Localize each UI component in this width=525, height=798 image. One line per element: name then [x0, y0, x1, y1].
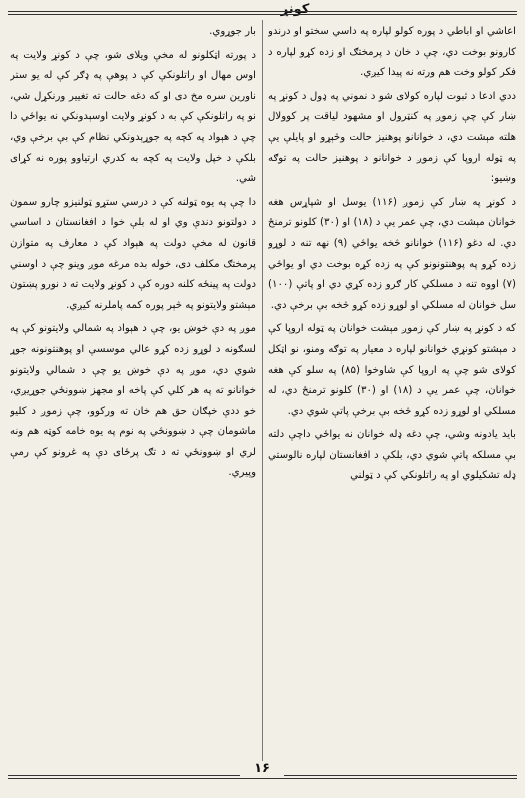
footer-rule-double: [8, 778, 517, 779]
right-column: [268, 22, 516, 762]
header-rule-double: [8, 14, 517, 15]
right-paragraph-2: ددي ادعا د ثبوت لپاره کولای شو د نموني په ډول د کونړ په ښار کې چې زموږ په کنټرول او مشهود لیاقت پر کوولال هلته مېشت دي، د خوانانو پوهنیز حالت وڅېړو او پایلې یې په ټوله اروپا کې زموږ د خوانانو د پوهنیز حالت په توګه وښیو:: [268, 90, 516, 185]
right-paragraph-4: که د کونړ په ښار کې زموږ مېشت خوانان په ټوله اروپا کې د مېشتو کونړي خوانانو لپاره د معیار په توګه ومنو، نو اټکل کولای شو چې په اروپا کې شاوخوا (۸۵) په سلو کې هغه خوانان، چې عمر یې د (۱۸) او (۳۰) کلونو ترمنځ دي، له مسلکي او لوړو زده کړو څخه بې برخې پاتې شوي دي.: [268, 323, 516, 417]
right-paragraph-1: اعاشي او اباطي د پوره کولو لپاره په داسي سختو او درندو کارونو بوخت دي، چې د خان د پرمختګ او زده کړو لپاره د فکر کولو وخت هم ورته نه پیدا کیږي.: [268, 26, 516, 79]
column-divider: [262, 20, 263, 765]
header-rule: [8, 11, 517, 12]
left-paragraph-4: موږ په دې خوښ یو، چې د هېواد په شمالي ولایتونو کې په لسګونه د لوړو زده کړو عالي موسسې او پوهنتونونه جوړ شوي دي، موږ په دې خوښ یو چې د شمالي ولایتونو خوانانو ته په هر کلي کې پاخه او مجهز ښوونځي جوړیږي، خو ددې خپګان حق هم خان ته ورکوو، چې زموږ د کلیو ماشومان چې د ښوونځي په نوم په یوه خامه کوټه هم ونه لري او ښوونځي ته د تګ پرځای دې په غرونو کې رمې وپیري.: [10, 323, 256, 479]
left-paragraph-3: دا چې په یوه ټولنه کې د درسي ستړو ټولنیزو چارو سمون د دولتونو دندې وي او له بلې خوا د افغانستان د اساسي قانون له مخې دولت په هېواد کې د معارف په متوازن پرمختګ مکلف دی، خوله بده مرغه موږ وینو چې د اوسني دولت په پینځه کلنه دوره کې د کونړ ولایت ته د نورو پښتون مېشتو ولایتونو په څېر پوره کمه پاملرنه کیږي.: [10, 196, 256, 311]
left-column: [10, 22, 256, 762]
right-paragraph-3: د کونړ په ښار کې زموږ (۱۱۶) یوسل او شپاړس هغه خوانان مېشت دي، چې عمر یې د (۱۸) او (۳۰) کلونو ترمنځ دي. له دغو (۱۱۶) خوانانو څخه یواځي (۹) نهه تنه د لوړو زده کړو په پوهنتونونو کې په زده کړه بوخت دي او یواځي (۷) اووه تنه د مسلکي کار ګرو زده کړي دي او پاتې (۱۰۰) سل خوانان له مسلکي او لوړو زده کړو څخه بې برخې دي.: [268, 196, 516, 311]
page-header-title: کونړ: [280, 2, 310, 17]
page-number: ۱۶: [240, 761, 284, 776]
left-paragraph-2: د پورته اټکلونو له مخې ویلای شو، چې د کونړ ولایت په اوس مهال او راتلونکې کې د پوهې په ډګر کې له یو ستر ناورین سره مخ دی او که دغه حالت ته تغییر ورنکړل شي، نو په راتلونکې کې به د کونړ ولایت اوسېدونکي نه یواځي دا چې د هېواد په کچه په جوړېدونکي نظام کې بې برخې وي، بلکې د خپل ولایت په کچه به کدري ارتیاوو پوره نه کړای شي.: [10, 49, 256, 185]
left-paragraph-1: بار جوړوي.: [209, 26, 256, 37]
right-paragraph-5: باید یادونه وشي، چې دغه ډله خوانان نه یواځي داچې دلته بې مسلکه پاتې شوي دي، بلکې د افغانستان لپاره نالوستي ډله تشکیلوي او په راتلونکي کې د ټولني: [268, 429, 516, 482]
